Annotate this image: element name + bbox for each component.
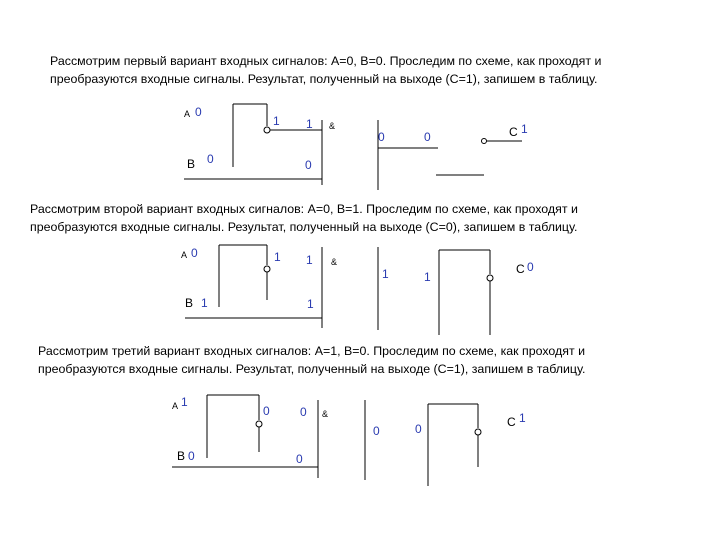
d2-input-b-label: В	[185, 296, 194, 310]
d3-not2-input-value: 0	[415, 422, 422, 436]
d1-not-output-value: 1	[273, 114, 280, 128]
paragraph-line: Рассмотрим первый вариант входных сигналов: А=0, В=0. Проследим по схеме, как проходят и	[50, 54, 602, 68]
d1-and-gate-symbol: &	[329, 121, 336, 131]
d2-and-gate-symbol: &	[331, 257, 338, 267]
d2-input-b-value: 1	[201, 296, 208, 310]
d3-and-output-value: 0	[373, 424, 380, 438]
not-gate-2-inversion-circle	[487, 275, 493, 281]
d3-output-c-value: 1	[519, 411, 526, 425]
paragraph-line: Рассмотрим второй вариант входных сигналов: А=0, В=1. Проследим по схеме, как проходят и	[30, 202, 578, 216]
d2-output-c-label: С	[516, 262, 525, 276]
d2-output-c-value: 0	[527, 260, 534, 274]
d1-and-input2-value: 0	[305, 158, 312, 172]
d3-and-input2-value: 0	[296, 452, 303, 466]
d3-output-c-label: С	[507, 415, 516, 429]
d1-and-output-right-value: 0	[424, 130, 431, 144]
paragraph-line: преобразуются входные сигналы. Результат, полученный на выходе (С=1), запишем в таблицу.	[50, 72, 598, 86]
d3-not-output-value: 0	[263, 404, 270, 418]
not-gate-a-inversion-circle	[264, 127, 270, 133]
paragraph-line: преобразуются входные сигналы. Результат, полученный на выходе (С=0), запишем в таблицу.	[30, 220, 578, 234]
d2-not-output-value: 1	[274, 250, 281, 264]
d2-and-output-value: 1	[382, 267, 389, 281]
circuit-diagram-2	[185, 245, 493, 335]
paragraph-line: преобразуются входные сигналы. Результат, полученный на выходе (С=1), запишем в таблицу.	[38, 362, 586, 376]
d2-not2-input-value: 1	[424, 270, 431, 284]
not-gate-a-inversion-circle	[264, 266, 270, 272]
d3-input-b-value: 0	[188, 449, 195, 463]
paragraph-line: Рассмотрим третий вариант входных сигналов: А=1, В=0. Проследим по схеме, как проходят и	[38, 344, 586, 358]
d1-input-a-label: А	[184, 109, 191, 119]
d3-input-a-label: А	[172, 401, 179, 411]
d2-input-a-label: А	[181, 250, 188, 260]
d1-output-c-label: С	[509, 125, 518, 139]
d3-and-gate-symbol: &	[322, 409, 329, 419]
d1-input-b-value: 0	[207, 152, 214, 166]
d1-output-c-value: 1	[521, 122, 528, 136]
d2-and-input1-value: 1	[306, 253, 313, 267]
d3-and-input1-value: 0	[300, 405, 307, 419]
circuit-diagram-1	[184, 104, 522, 190]
not-gate-2-inversion-circle	[475, 429, 481, 435]
d1-and-input1-value: 1	[306, 117, 313, 131]
d2-and-input2-value: 1	[307, 297, 314, 311]
d1-and-output-left-value: 0	[378, 130, 385, 144]
d1-input-b-label: В	[187, 157, 196, 171]
d2-input-a-value: 0	[191, 246, 198, 260]
d3-input-a-value: 1	[181, 395, 188, 409]
not-gate-a-inversion-circle	[256, 421, 262, 427]
output-inversion-circle	[482, 139, 487, 144]
d3-input-b-label: В	[177, 449, 186, 463]
d1-input-a-value: 0	[195, 105, 202, 119]
